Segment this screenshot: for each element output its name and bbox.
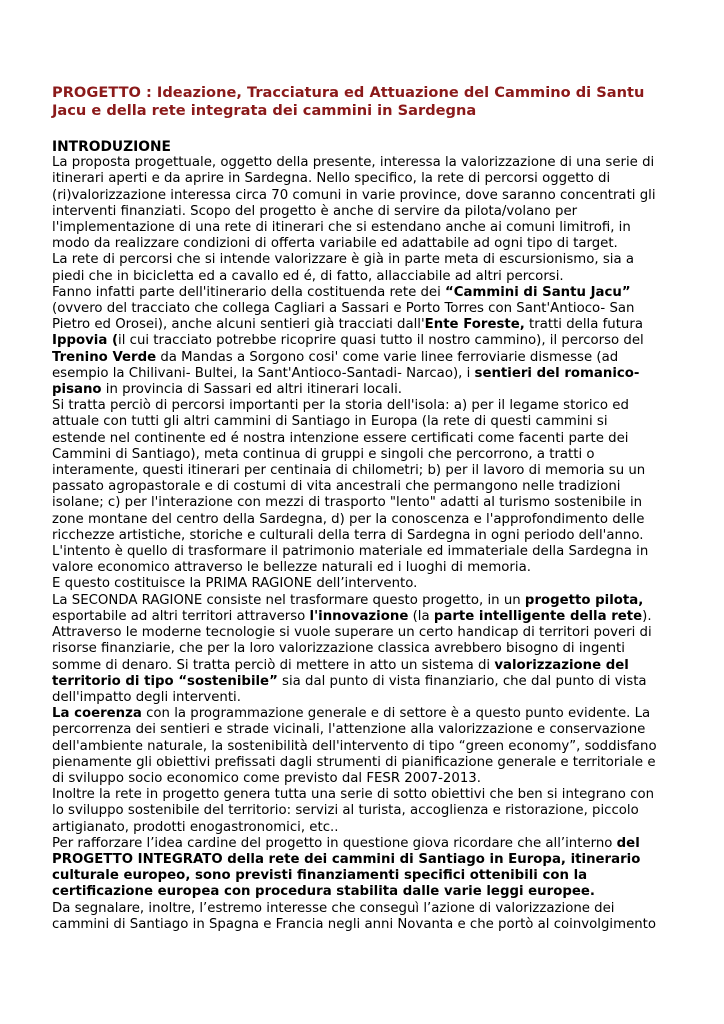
bold-text: parte intelligente della rete <box>433 608 643 624</box>
text-run: da Mandas a Sorgono cosi' come varie linee ferroviarie dismesse (ad <box>156 349 619 365</box>
text-line <box>52 771 676 787</box>
text-run: La proposta progettuale, oggetto della presente, interessa la valorizzazione di una serie di <box>52 155 655 171</box>
text-run: (ri)valorizzazione interessa circa 70 comuni in varie province, dove saranno concentrati gli <box>52 187 656 203</box>
section-heading: INTRODUZIONE <box>52 139 171 155</box>
bold-text: sentieri del romanico- <box>474 365 640 381</box>
text-line <box>52 641 676 657</box>
text-line <box>52 366 676 382</box>
text-run: percorrenza dei sentieri e strade vicinali, l'attenzione alla valorizzazione e conservazione <box>52 722 646 738</box>
bold-text: valorizzazione del <box>494 657 629 673</box>
text-run: modo da realizzare condizioni di offerta variabile ed adattabile ad ogni tipo di target. <box>52 236 618 252</box>
text-line <box>52 901 676 917</box>
text-line <box>52 706 676 722</box>
text-line <box>52 317 676 333</box>
text-run: valore economico attraverso le bellezze naturali ed i luoghi di memoria. <box>52 560 531 576</box>
text-run: Si tratta perciò di percorsi importanti per la storia dell'isola: a) per il legame storico ed <box>52 398 629 414</box>
bold-text: “Cammini di Santu Jacu” <box>445 284 631 300</box>
text-line <box>52 755 676 771</box>
text-line <box>52 252 676 268</box>
text-line <box>52 447 676 463</box>
text-line <box>52 625 676 641</box>
text-run: zone montane del centro della Sardegna, d) per la conoscenza e l'approfondimento delle <box>52 511 645 527</box>
bold-text: Trenino Verde <box>52 349 157 365</box>
text-line <box>52 301 676 317</box>
text-line <box>52 398 676 414</box>
text-run: ricchezze artistiche, storiche e culturali della terra di Sardegna in ogni periodo dell'anno. <box>52 527 644 543</box>
text-line <box>52 787 676 803</box>
text-run: risorse finanziarie, che per la loro valorizzazione classica avrebbero bisogno di ingenti <box>52 641 625 657</box>
text-line <box>52 382 676 398</box>
text-run: dell'ambiente naturale, la sostenibilità dell'intervento di tipo “green economy”, soddisfano <box>52 738 657 754</box>
document-page <box>52 84 676 933</box>
text-line <box>52 852 676 868</box>
text-line <box>52 884 676 900</box>
text-run: cammini di Santiago in Spagna e Francia negli anni Novanta e che portò al coinvolgimento <box>52 916 657 932</box>
text-run: esempio la Chilivani- Bultei, la Sant'Antioco-Santadi- Narcao), i <box>52 365 475 381</box>
text-line <box>52 512 676 528</box>
text-run: (la <box>408 608 434 624</box>
text-line <box>52 722 676 738</box>
text-run: di sviluppo socio economico come previsto dal FESR 2007-2013. <box>52 770 481 786</box>
text-run: piedi che in bicicletta ed a cavallo ed é, di fatto, allacciabile ad altri percorsi. <box>52 268 564 284</box>
text-run: somme di denaro. Si tratta perciò di mettere in atto un sistema di <box>52 657 495 673</box>
text-run: Inoltre la rete in progetto genera tutta una serie di sotto obiettivi che ben si integrano con <box>52 787 655 803</box>
text-run: pienamente gli obiettivi prefissati dagli strumenti di pianificazione generale e territoriale e <box>52 754 656 770</box>
title-line-2: Jacu e della rete integrata dei cammini in Sardegna <box>52 102 477 119</box>
text-line <box>52 576 676 592</box>
text-run: il cui tracciato potrebbe ricoprire quasi tutto il nostro cammino), il percorso del <box>118 333 644 349</box>
text-line <box>52 820 676 836</box>
text-line <box>52 285 676 301</box>
bold-text: progetto pilota, <box>524 592 644 608</box>
text-line <box>52 220 676 236</box>
text-line <box>52 593 676 609</box>
text-line <box>52 236 676 252</box>
bold-text: del <box>616 835 640 851</box>
bold-text: culturale europeo, sono previsti finanziamenti specifici ottenibili con la <box>52 868 588 884</box>
text-line <box>52 171 676 187</box>
bold-text: certificazione europea con procedura stabilita dalle varie leggi europee. <box>52 884 595 900</box>
text-run: estende nel continente ed é nostra intenzione essere certificati come facenti parte dei <box>52 430 629 446</box>
text-run: La rete di percorsi che si intende valorizzare è già in parte meta di escursionismo, sia a <box>52 252 634 268</box>
text-run: sia dal punto di vista finanziario, che dal punto di vista <box>277 673 647 689</box>
text-run: interamente, questi itinerari per centinaia di chilometri; b) per il lavoro di memoria su un <box>52 463 646 479</box>
text-run: dell'impatto degli interventi. <box>52 689 241 705</box>
text-run: Da segnalare, inoltre, l’estremo interesse che conseguì l’azione di valorizzazione dei <box>52 900 615 916</box>
text-line <box>52 868 676 884</box>
text-line <box>52 528 676 544</box>
text-line <box>52 739 676 755</box>
text-run: Per rafforzare l’idea cardine del progetto in questione giova ricordare che all’interno <box>52 835 617 851</box>
text-line <box>52 463 676 479</box>
text-line <box>52 188 676 204</box>
text-run: (ovvero del tracciato che collega Cagliari a Sassari e Porto Torres con Sant'Antioco- San <box>52 301 635 317</box>
text-run: itinerari aperti e da aprire in Sardegna. Nello specifico, la rete di percorsi oggetto di <box>52 171 611 187</box>
bold-text: Ente Foreste, <box>424 317 525 333</box>
text-line <box>52 544 676 560</box>
text-run: l'implementazione di una rete di itinerari che si estendano anche ai comuni limitrofi, in <box>52 220 631 236</box>
text-line <box>52 155 676 171</box>
text-run: in provincia di Sassari ed altri itinerari locali. <box>101 382 403 398</box>
text-line <box>52 560 676 576</box>
text-run: La SECONDA RAGIONE consiste nel trasformare questo progetto, in un <box>52 592 525 608</box>
text-line <box>52 674 676 690</box>
text-line <box>52 479 676 495</box>
text-run: Pietro ed Orosei), anche alcuni sentieri già tracciati dall' <box>52 317 425 333</box>
document-title <box>52 84 662 120</box>
text-run: E questo costituisce la PRIMA RAGIONE dell’intervento. <box>52 576 418 592</box>
text-line <box>52 431 676 447</box>
bold-text: Ippovia ( <box>52 333 119 349</box>
text-line <box>52 269 676 285</box>
text-line <box>52 350 676 366</box>
text-run: attuale con tutti gli altri cammini di Santiago in Europa (la rete di questi cammini si <box>52 414 608 430</box>
title-line-1: PROGETTO : Ideazione, Tracciatura ed Attuazione del Cammino di Santu <box>52 84 645 101</box>
bold-text: pisano <box>52 382 102 398</box>
text-line <box>52 495 676 511</box>
text-line <box>52 658 676 674</box>
text-line <box>52 333 676 349</box>
text-line <box>52 609 676 625</box>
text-run: con la programmazione generale e di settore è a questo punto evidente. La <box>141 706 651 722</box>
text-run: passato agropastorale e di costumi di vita ancestrali che permangono nelle tradizioni <box>52 479 621 495</box>
text-line <box>52 204 676 220</box>
bold-text: l'innovazione <box>309 608 409 624</box>
text-run: lo sviluppo sostenibile del territorio: servizi al turista, accoglienza e ristorazione, piccolo <box>52 803 639 819</box>
text-line <box>52 690 676 706</box>
text-run: Cammini di Santiago), meta continua di gruppi e singoli che percorrono, a tratti o <box>52 446 595 462</box>
text-line <box>52 803 676 819</box>
text-line <box>52 836 676 852</box>
text-run: tratti della futura <box>524 317 643 333</box>
text-run: Fanno infatti parte dell'itinerario della costituenda rete dei <box>52 284 446 300</box>
body-text <box>52 155 676 933</box>
text-run: ). <box>642 608 652 624</box>
bold-text: PROGETTO INTEGRATO della rete dei cammini di Santiago in Europa, itinerario <box>52 851 641 867</box>
text-run: L'intento è quello di trasformare il patrimonio materiale ed immateriale della Sardegna in <box>52 544 649 560</box>
bold-text: La coerenza <box>52 706 142 722</box>
text-run: interventi finanziati. Scopo del progetto è anche di servire da pilota/volano per <box>52 203 578 219</box>
text-run: isolane; c) per l'interazione con mezzi di trasporto "lento" adatti al turismo sostenibile in <box>52 495 643 511</box>
text-run: Attraverso le moderne tecnologie si vuole superare un certo handicap di territori poveri di <box>52 625 652 641</box>
text-run: artigianato, prodotti enogastronomici, etc.. <box>52 819 339 835</box>
text-line <box>52 414 676 430</box>
text-run: esportabile ad altri territori attraverso <box>52 608 310 624</box>
text-line <box>52 917 676 933</box>
bold-text: territorio di tipo “sostenibile” <box>52 673 278 689</box>
